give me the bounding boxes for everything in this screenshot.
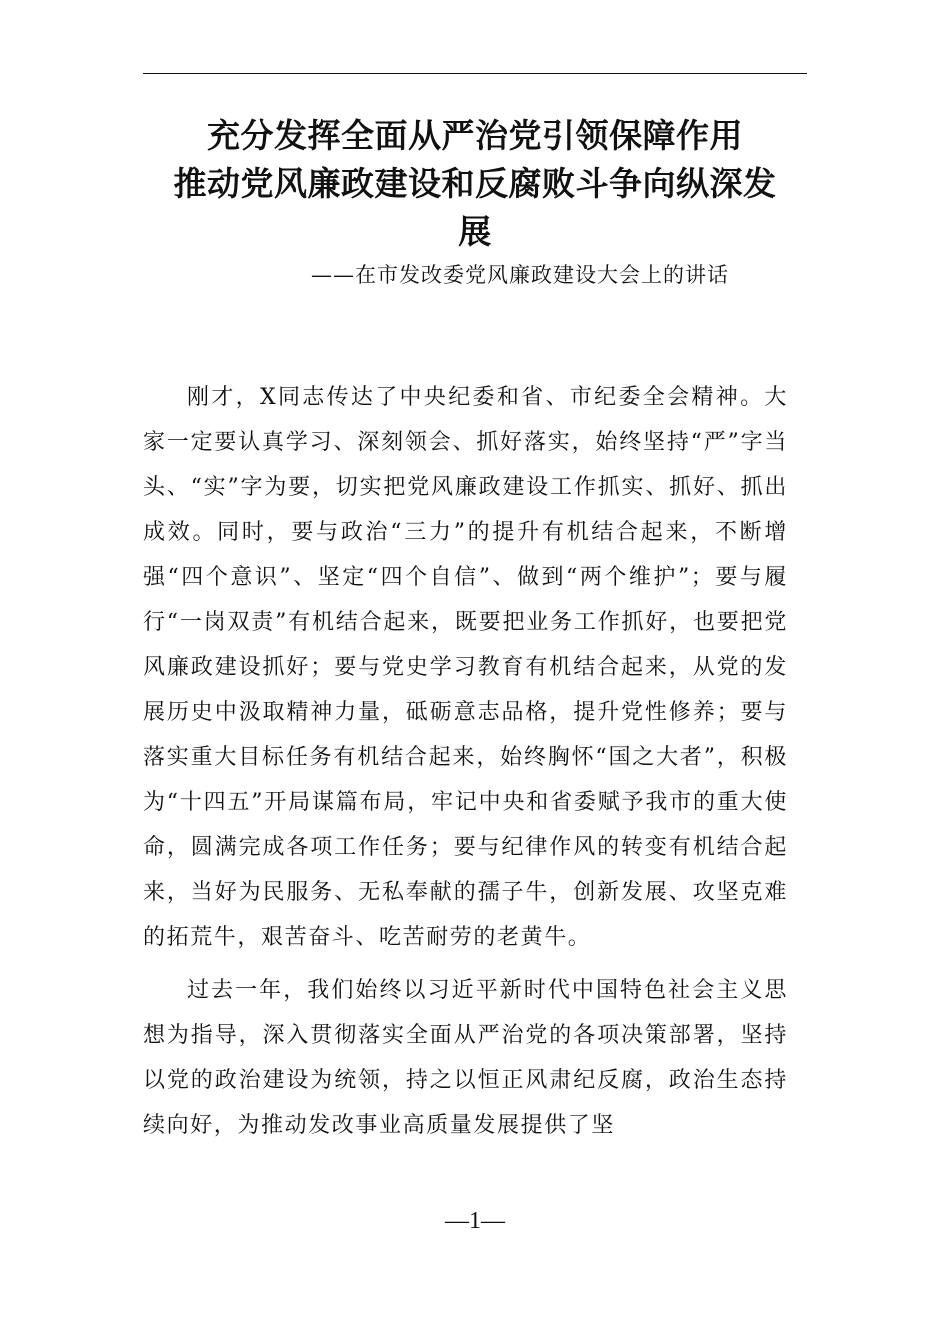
document-subtitle: ——在市发改委党风廉政建设大会上的讲话 — [311, 263, 729, 287]
document-title-line-2: 推动党风廉政建设和反腐败斗争向纵深发 — [173, 164, 777, 203]
title-block — [143, 112, 807, 292]
paragraph-2: 过去一年，我们始终以习近平新时代中国特色社会主义思想为指导，深入贯彻落实全面从严治党的各项决策部署，坚持以党的政治建设为统领，持之以恒正风肃纪反腐，政治生态持续向好，为推动发改事业高质量发展提供了坚 — [143, 978, 788, 1138]
body-text — [143, 375, 788, 1156]
document-title-line-3: 展 — [458, 212, 492, 251]
header-rule — [143, 73, 807, 74]
document-title-line-1: 充分发挥全面从严治党引领保障作用 — [207, 116, 743, 155]
paragraph-1: 刚才，X同志传达了中央纪委和省、市纪委全会精神。大家一定要认真学习、深刻领会、抓好落实，始终坚持“严”字当头、“实”字为要，切实把党风廉政建设工作抓实、抓好、抓出成效。同时，要与政治“三力”的提升有机结合起来，不断增强“四个意识”、坚定“四个自信”、做到“两个维护”；要与履行“一岗双责”有机结合起来，既要把业务工作抓好，也要把党风廉政建设抓好；要与党史学习教育有机结合起来，从党的发展历史中汲取精神力量，砥砺意志品格，提升党性修养；要与落实重大目标任务有机结合起来，始终胸怀“国之大者”，积极为“十四五”开局谋篇布局，牢记中央和省委赋予我市的重大使命，圆满完成各项工作任务；要与纪律作风的转变有机结合起来，当好为民服务、无私奉献的孺子牛，创新发展、攻坚克难的拓荒牛，艰苦奋斗、吃苦耐劳的老黄牛。 — [143, 385, 788, 950]
page-number: —1— — [445, 1208, 505, 1234]
